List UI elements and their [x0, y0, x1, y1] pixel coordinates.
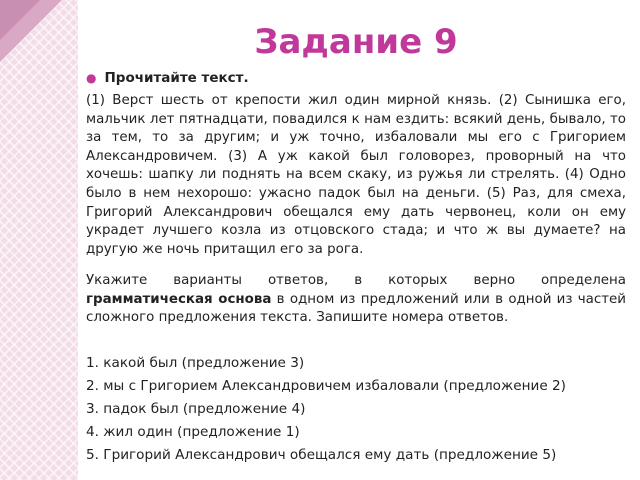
slide-content — [86, 0, 626, 480]
answer-option-5: 5. Григорий Александрович обещался ему дать (предложение 5) — [86, 447, 557, 463]
answer-options — [86, 352, 626, 467]
task-text-after: в одном из предложений или в одной из частей сложного предложения текста. Запишите номера ответов. — [86, 291, 626, 326]
decorative-corner-inner — [0, 0, 40, 40]
instruction-bullet — [86, 70, 249, 86]
answer-option-2: 2. мы с Григорием Александровичем избаловали (предложение 2) — [86, 378, 566, 394]
task-text-bold: грамматическая основа — [86, 291, 272, 307]
task-text — [86, 272, 626, 328]
answer-option-4: 4. жил один (предложение 1) — [86, 424, 300, 440]
instruction-text: Прочитайте текст. — [104, 70, 249, 86]
passage-text: (1) Верст шесть от крепости жил один мирной князь. (2) Сынишка его, мальчик лет пятнадцати, повадился к нам ездить: всякий день, бывало, то за тем, то за другим; и уж точно, избаловали мы его с Григорием Александровичем. (3) А уж какой был головорез, проворный на что хочешь: шапку ли поднять на всем скаку, из ружья ли стрелять. (4) Одно было в нем нехорошо: ужасно падок был на деньги. (5) Раз, для смеха, Григорий Александрович обещался ему дать червонец, коли он ему украдет лучшего козла из отцовского стада; и что ж вы думаете? на другую же ночь притащил его за рога. — [86, 93, 626, 257]
bullet-icon: ● — [86, 71, 97, 85]
slide-title: Задание 9 — [254, 22, 458, 62]
task-text-before: Укажите варианты ответов, в которых верно определена — [86, 273, 626, 288]
decorative-side-strip — [0, 0, 78, 480]
answer-option-3: 3. падок был (предложение 4) — [86, 401, 306, 417]
answer-option-1: 1. какой был (предложение 3) — [86, 355, 305, 371]
